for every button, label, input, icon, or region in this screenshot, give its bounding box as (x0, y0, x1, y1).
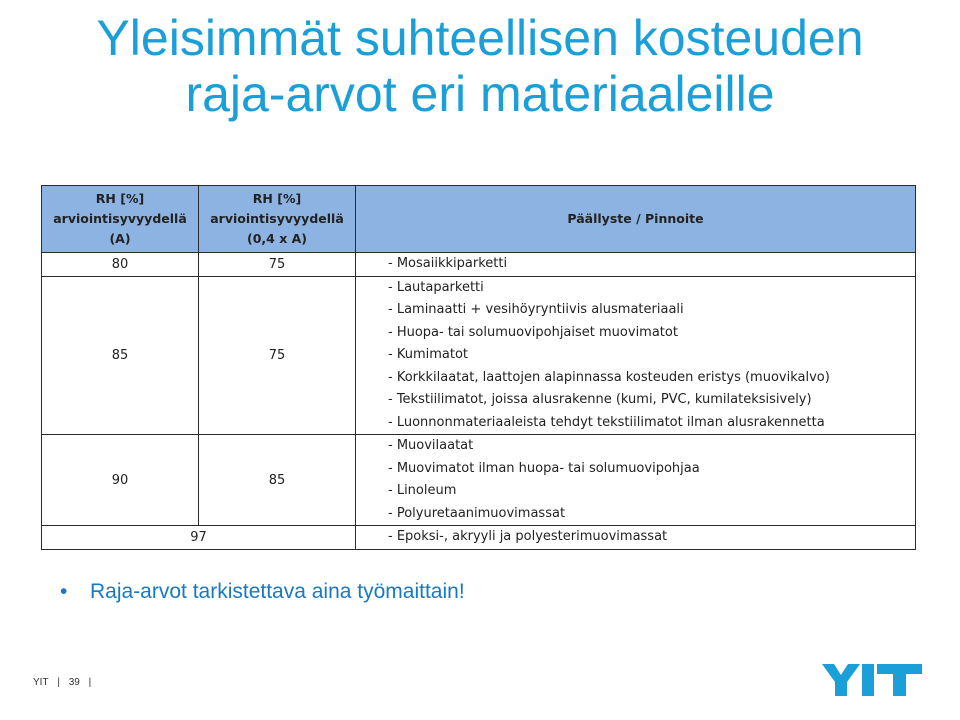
table-row (42, 253, 916, 277)
header-line: RH [%] (252, 191, 302, 206)
header-line: (A) (109, 231, 131, 246)
cell-rh-04a: 75 (199, 253, 356, 277)
footer-page-number: 39 (68, 677, 80, 688)
footer-separator: | (88, 677, 92, 688)
slide-footer (33, 677, 97, 688)
material-item: - Lautaparketti (388, 279, 484, 295)
rh-limits-table (41, 185, 916, 550)
cell-rh-a: 85 (42, 276, 199, 435)
title-line-1: Yleisimmät suhteellisen kosteuden (96, 10, 864, 66)
material-item: - Laminaatti + vesihöyryntiivis alusmateriaali (388, 302, 684, 317)
page-title (0, 10, 960, 122)
material-item: - Muovimatot ilman huopa- tai solumuovipohjaa (388, 460, 700, 476)
table-header-row (42, 186, 916, 253)
header-line: (0,4 x A) (246, 231, 307, 246)
cell-rh-04a: 85 (199, 435, 356, 526)
cell-rh-a: 90 (42, 435, 199, 526)
cell-rh-04a: 75 (199, 276, 356, 435)
header-coating (356, 186, 916, 253)
cell-rh-a: 80 (42, 253, 199, 277)
header-rh-a (42, 186, 199, 253)
table-row (42, 435, 916, 526)
cell-materials (356, 253, 916, 277)
material-item: - Kumimatot (388, 347, 468, 362)
material-item: - Linoleum (388, 483, 457, 498)
material-item: - Epoksi-, akryyli ja polyesterimuovimassat (388, 529, 668, 544)
header-line: arviointisyvyydellä (53, 211, 187, 226)
material-item: - Mosaiikkiparketti (388, 256, 508, 271)
yit-logo (822, 664, 922, 696)
header-rh-04a (199, 186, 356, 253)
table-row (42, 526, 916, 550)
title-line-2: raja-arvot eri materiaaleille (185, 66, 775, 122)
cell-materials (356, 276, 916, 435)
header-line: Päällyste / Pinnoite (567, 211, 704, 226)
table-row (42, 276, 916, 435)
bullet-note (60, 580, 465, 604)
material-item: - Korkkilaatat, laattojen alapinnassa kosteuden eristys (muovikalvo) (388, 369, 830, 385)
material-item: - Muovilaatat (388, 438, 474, 453)
bullet-dot: • (60, 580, 68, 603)
cell-materials (356, 526, 916, 550)
cell-materials (356, 435, 916, 526)
header-line: arviointisyvyydellä (210, 211, 344, 226)
bullet-text: Raja-arvot tarkistettava aina työmaittain! (90, 580, 465, 603)
material-item: - Tekstiilimatot, joissa alusrakenne (kumi, PVC, kumilateksisively) (388, 392, 812, 407)
header-line: RH [%] (95, 191, 145, 206)
footer-company: YIT (33, 677, 49, 688)
cell-rh-merged: 97 (42, 526, 356, 550)
material-item: - Luonnonmateriaaleista tehdyt tekstiilimatot ilman alusrakennetta (388, 414, 825, 430)
material-item: - Huopa- tai solumuovipohjaiset muovimatot (388, 324, 678, 340)
footer-separator: | (57, 677, 60, 688)
material-item: - Polyuretaanimuovimassat (388, 505, 566, 521)
